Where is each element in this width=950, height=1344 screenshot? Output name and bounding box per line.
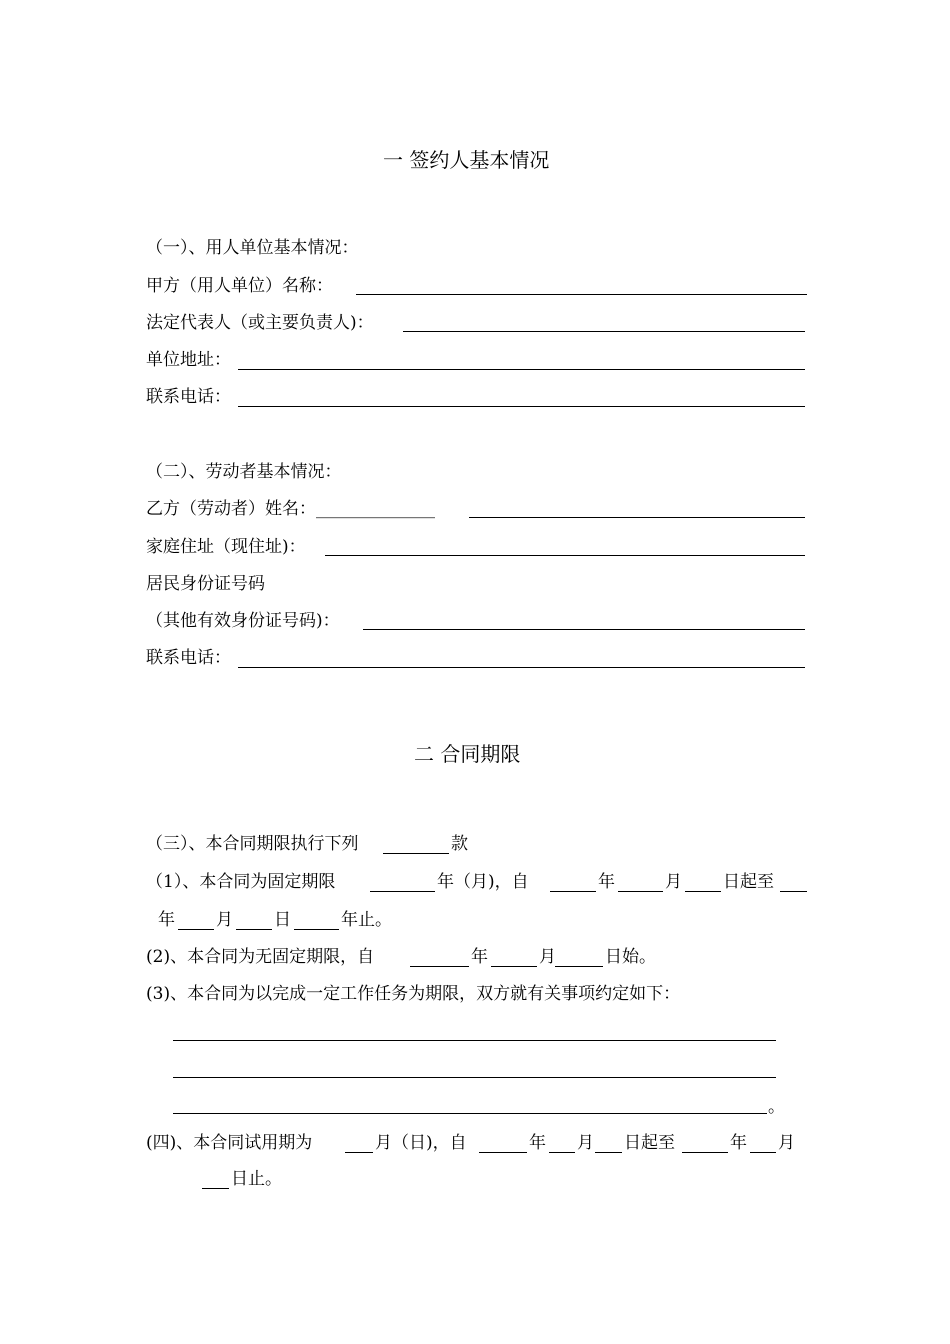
worker-phone-label: 联系电话： bbox=[146, 648, 231, 668]
item3-line-3[interactable] bbox=[173, 1113, 767, 1114]
home-address-label: 家庭住址（现住址)： bbox=[146, 537, 306, 557]
legal-rep-label: 法定代表人（或主要负责人)： bbox=[146, 313, 374, 333]
employer-address-field[interactable] bbox=[238, 369, 805, 370]
item3-text: (3)、本合同为以完成一定工作任务为期限，双方就有关事项约定如下： bbox=[146, 984, 681, 1004]
item3-end-mark: 。 bbox=[768, 1097, 785, 1117]
item1-start-day-field[interactable] bbox=[685, 891, 721, 892]
worker-heading: （二）、劳动者基本情况： bbox=[146, 462, 342, 482]
clause3-option-field[interactable] bbox=[383, 853, 449, 854]
clause4-prefix: (四)、本合同试用期为 bbox=[146, 1133, 313, 1153]
employer-phone-label: 联系电话： bbox=[146, 387, 231, 407]
id-number-field[interactable] bbox=[363, 629, 805, 630]
clause4-text-7: 日止。 bbox=[231, 1169, 282, 1189]
employer-name-field[interactable] bbox=[356, 294, 807, 295]
item2-prefix: (2)、本合同为无固定期限，自 bbox=[146, 947, 375, 967]
item1-text-1: 年（月)，自 bbox=[437, 872, 529, 892]
clause4-text-1: 月（日)，自 bbox=[375, 1133, 467, 1153]
home-address-field[interactable] bbox=[325, 555, 805, 556]
item1-start-month-field[interactable] bbox=[618, 891, 663, 892]
section-title-signatories: 一 签约人基本情况 bbox=[383, 148, 550, 172]
item2-start-year-field[interactable] bbox=[410, 966, 469, 967]
item1-years-field[interactable] bbox=[370, 891, 435, 892]
probation-length-field[interactable] bbox=[345, 1152, 373, 1153]
probation-end-day-field[interactable] bbox=[202, 1188, 229, 1189]
item1-extra-field[interactable] bbox=[294, 929, 339, 930]
section-title-term: 二 合同期限 bbox=[414, 742, 521, 766]
item1-text-4: 日起至 bbox=[723, 872, 774, 892]
item1-prefix: （1）、本合同为固定期限 bbox=[146, 872, 336, 892]
item1-end-month-field[interactable] bbox=[178, 929, 214, 930]
clause4-text-3: 月 bbox=[577, 1133, 594, 1153]
item2-text-2: 月 bbox=[539, 947, 556, 967]
clause3-suffix: 款 bbox=[451, 834, 468, 854]
employer-phone-field[interactable] bbox=[238, 406, 805, 407]
item2-text-1: 年 bbox=[471, 947, 488, 967]
clause3-text: （三）、本合同期限执行下列 bbox=[146, 834, 359, 854]
item2-start-month-field[interactable] bbox=[491, 966, 537, 967]
probation-start-day-field[interactable] bbox=[595, 1152, 622, 1153]
clause4-text-5: 年 bbox=[730, 1133, 747, 1153]
worker-name-field[interactable] bbox=[469, 517, 805, 518]
item1-start-year-field[interactable] bbox=[550, 891, 596, 892]
worker-name-label: 乙方（劳动者）姓名：______________ bbox=[146, 499, 435, 519]
item1-text-8: 年止。 bbox=[341, 910, 392, 930]
probation-start-month-field[interactable] bbox=[549, 1152, 575, 1153]
other-id-label: （其他有效身份证号码)： bbox=[146, 611, 340, 631]
clause4-text-2: 年 bbox=[529, 1133, 546, 1153]
item3-line-1[interactable] bbox=[173, 1040, 776, 1041]
probation-end-month-field[interactable] bbox=[750, 1152, 776, 1153]
item1-text-3: 月 bbox=[665, 872, 682, 892]
id-number-label: 居民身份证号码 bbox=[146, 574, 265, 594]
item3-line-2[interactable] bbox=[173, 1077, 776, 1078]
item1-end-year-field[interactable] bbox=[780, 891, 807, 892]
legal-rep-field[interactable] bbox=[403, 331, 805, 332]
item1-text-2: 年 bbox=[598, 872, 615, 892]
probation-start-year-field[interactable] bbox=[479, 1152, 527, 1153]
employer-address-label: 单位地址： bbox=[146, 350, 231, 370]
worker-phone-field[interactable] bbox=[238, 667, 805, 668]
item1-text-5: 年 bbox=[158, 910, 175, 930]
employer-name-label: 甲方（用人单位）名称： bbox=[146, 276, 333, 296]
item2-text-3: 日始。 bbox=[605, 947, 656, 967]
clause4-text-6: 月 bbox=[778, 1133, 795, 1153]
clause4-text-4: 日起至 bbox=[624, 1133, 675, 1153]
employer-heading: （一）、用人单位基本情况： bbox=[146, 238, 359, 258]
probation-end-year-field[interactable] bbox=[682, 1152, 728, 1153]
item2-start-day-field[interactable] bbox=[555, 966, 603, 967]
item1-text-6: 月 bbox=[216, 910, 233, 930]
item1-end-day-field[interactable] bbox=[236, 929, 272, 930]
item1-text-7: 日 bbox=[274, 910, 291, 930]
